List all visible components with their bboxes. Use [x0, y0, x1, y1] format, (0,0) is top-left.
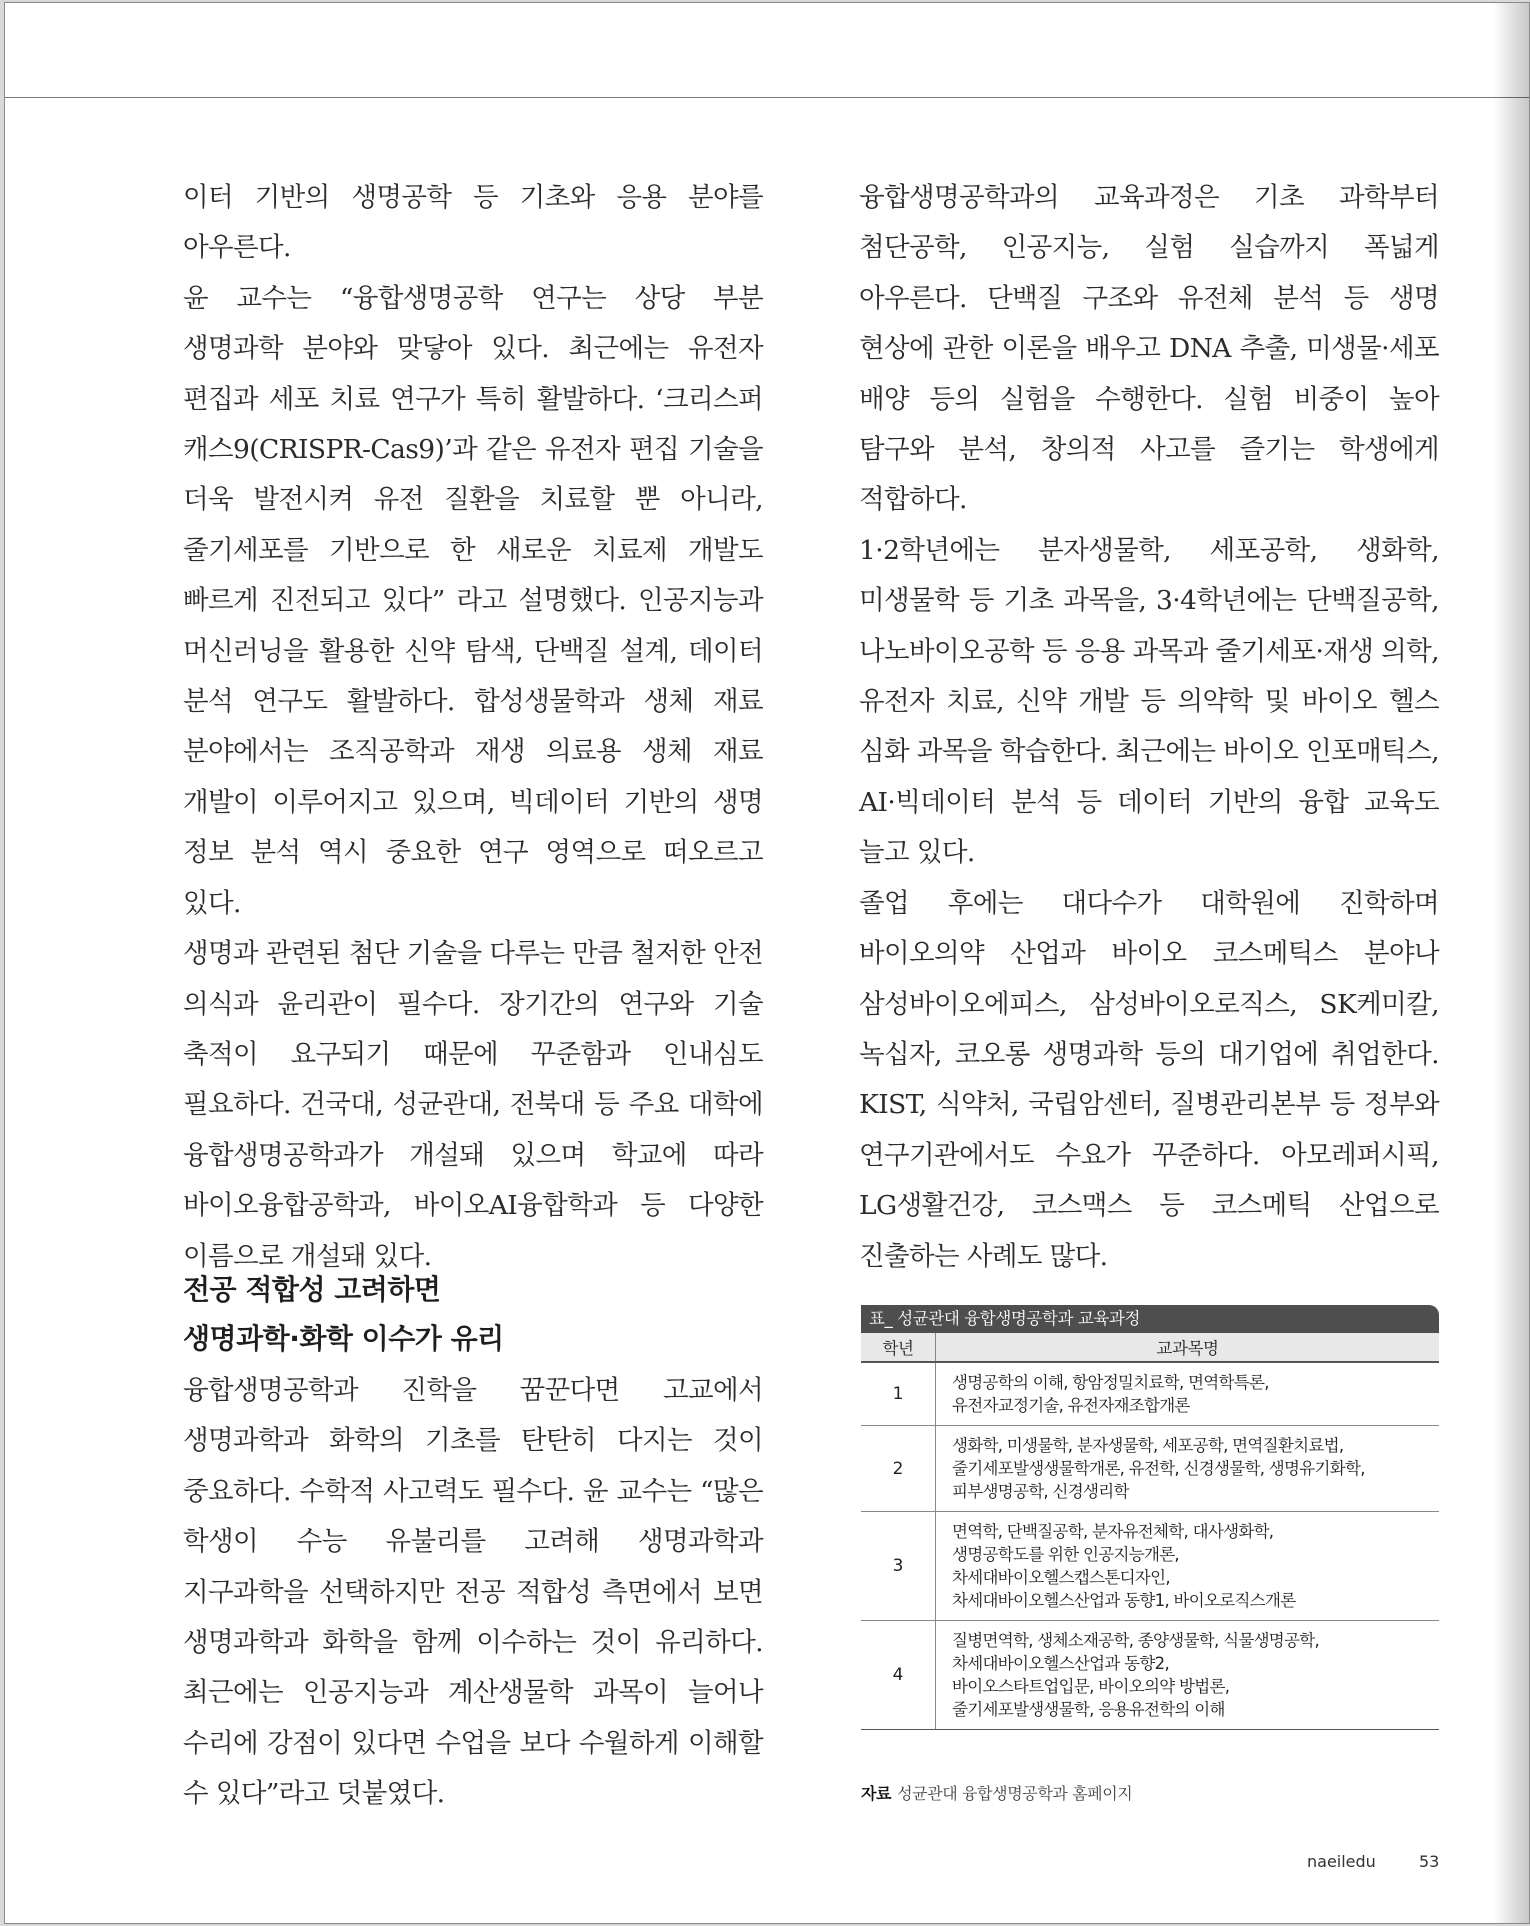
grade-cell: 2: [861, 1426, 936, 1512]
right-column: [859, 173, 1439, 1282]
course-line: 생명공학의 이해, 항암정밀치료학, 면역학특론,: [952, 1373, 1269, 1392]
course-line: 피부생명공학, 신경생리학: [952, 1482, 1129, 1501]
table-row: [861, 1621, 1439, 1730]
course-line: 줄기세포발생생물학, 응용유전학의 이해: [952, 1700, 1225, 1719]
curriculum-grid: [861, 1333, 1439, 1730]
grade-cell: 4: [861, 1621, 936, 1730]
course-line: 바이오스타트업입문, 바이오의약 방법론,: [952, 1677, 1230, 1696]
table-row: [861, 1512, 1439, 1621]
body-paragraph: 융합생명공학과의 교육과정은 기초 과학부터 첨단공학, 인공지능, 실험 실습까지 폭넓게 아우른다. 단백질 구조와 유전체 분석 등 생명 현상에 관한 이론을 배우고 DNA 추출, 미생물·세포 배양 등의 실험을 수행한다. 실험 비중이 높아 탐구와 분석, 창의적 사고를 즐기는 학생에게 적합하다.: [859, 182, 1439, 516]
course-line: 생명공학도를 위한 인공지능개론,: [952, 1545, 1179, 1564]
table-row: [861, 1426, 1439, 1512]
course-line: 유전자교정기술, 유전자재조합개론: [952, 1396, 1190, 1415]
courses-cell: [936, 1621, 1440, 1730]
body-paragraph: 1·2학년에는 분자생물학, 세포공학, 생화학, 미생물학 등 기초 과목을, 3·4학년에는 단백질공학, 나노바이오공학 등 응용 과목과 줄기세포·재생 의학, 유전자 치료, 신약 개발 등 의약학 및 바이오 헬스 심화 과목을 학습한다. 최근에는 바이오 인포매틱스, AI·빅데이터 분석 등 데이터 기반의 융합 교육도 늘고 있다.: [859, 534, 1439, 869]
course-line: 질병면역학, 생체소재공학, 종양생물학, 식물생명공학,: [952, 1631, 1320, 1650]
table-header-row: [861, 1333, 1439, 1362]
curriculum-table: [861, 1305, 1439, 1730]
left-column: [183, 173, 763, 1282]
source-text: 성균관대 융합생명공학과 홈페이지: [897, 1784, 1133, 1803]
header-rule: [5, 97, 1529, 98]
body-paragraph: 생명과 관련된 첨단 기술을 다루는 만큼 철저한 안전 의식과 윤리관이 필수다. 장기간의 연구와 기술 축적이 요구되기 때문에 꾸준함과 인내심도 필요하다. 건국대, 성균관대, 전북대 등 주요 대학에 융합생명공학과가 개설돼 있으며 학교에 따라 바이오융합공학과, 바이오AI융합학과 등 다양한 이름으로 개설돼 있다.: [183, 938, 763, 1272]
course-line: 차세대바이오헬스산업과 동향1, 바이오로직스개론: [952, 1591, 1296, 1610]
course-line: 생화학, 미생물학, 분자생물학, 세포공학, 면역질환치료법,: [952, 1436, 1344, 1455]
section-heading-line: 생명과학·화학 이수가 유리: [183, 1322, 504, 1355]
course-line: 면역학, 단백질공학, 분자유전체학, 대사생화학,: [952, 1522, 1274, 1541]
courses-column-header: 교과목명: [936, 1333, 1440, 1362]
grade-cell: 3: [861, 1512, 936, 1621]
body-paragraph: 이터 기반의 생명공학 등 기초와 응용 분야를 아우른다.: [183, 182, 763, 264]
source-label: 자료: [861, 1784, 892, 1803]
course-line: 차세대바이오헬스캡스톤디자인,: [952, 1568, 1170, 1587]
body-paragraph: 졸업 후에는 대다수가 대학원에 진학하며 바이오의약 산업과 바이오 코스메틱스 분야나 삼성바이오에피스, 삼성바이오로직스, SK케미칼, 녹십자, 코오롱 생명과학 등의 대기업에 취업한다. KIST, 식약처, 국립암센터, 질병관리본부 등 정부와 연구기관에서도 수요가 꾸준하다. 아모레퍼시픽, LG생활건강, 코스맥스 등 코스메틱 산업으로 진출하는 사례도 많다.: [859, 887, 1439, 1272]
page-edge-shadow: [1493, 3, 1529, 1923]
magazine-page: [4, 2, 1530, 1924]
course-line: 차세대바이오헬스산업과 동향2,: [952, 1654, 1169, 1673]
grade-column-header: 학년: [861, 1333, 936, 1362]
table-row: [861, 1362, 1439, 1426]
table-title: 표_ 성균관대 융합생명공학과 교육과정: [861, 1305, 1439, 1333]
courses-cell: [936, 1426, 1440, 1512]
section-body: [183, 1366, 763, 1820]
courses-cell: [936, 1362, 1440, 1426]
page-number: 53: [1419, 1852, 1440, 1871]
body-paragraph: 윤 교수는 “융합생명공학 연구는 상당 부분 생명과학 분야와 맞닿아 있다. 최근에는 유전자 편집과 세포 치료 연구가 특히 활발하다. ‘크리스퍼 캐스9(CRISPR-Cas9)’과 같은 유전자 편집 기술을 더욱 발전시켜 유전 질환을 치료할 뿐 아니라, 줄기세포를 기반으로 한 새로운 치료제 개발도 빠르게 진전되고 있다” 라고 설명했다. 인공지능과 머신러닝을 활용한 신약 탐색, 단백질 설계, 데이터 분석 연구도 활발하다. 합성생물학과 생체 재료 분야에서는 조직공학과 재생 의료용 생체 재료 개발이 이루어지고 있으며, 빅데이터 기반의 생명 정보 분석 역시 중요한 연구 영역으로 떠오르고 있다.: [183, 282, 763, 919]
section-heading: [183, 1265, 763, 1363]
courses-cell: [936, 1512, 1440, 1621]
footer-brand: naeiledu: [1307, 1852, 1376, 1871]
course-line: 줄기세포발생생물학개론, 유전학, 신경생물학, 생명유기화학,: [952, 1459, 1365, 1478]
section-heading-line: 전공 적합성 고려하면: [183, 1273, 441, 1306]
table-source: [861, 1781, 1132, 1804]
grade-cell: 1: [861, 1362, 936, 1426]
body-paragraph: 융합생명공학과 진학을 꿈꾼다면 고교에서 생명과학과 화학의 기초를 탄탄히 다지는 것이 중요하다. 수학적 사고력도 필수다. 윤 교수는 “많은 학생이 수능 유불리를 고려해 생명과학과 지구과학을 선택하지만 전공 적합성 측면에서 보면 생명과학과 화학을 함께 이수하는 것이 유리하다. 최근에는 인공지능과 계산생물학 과목이 늘어나 수리에 강점이 있다면 수업을 보다 수월하게 이해할 수 있다”라고 덧붙였다.: [183, 1375, 763, 1810]
